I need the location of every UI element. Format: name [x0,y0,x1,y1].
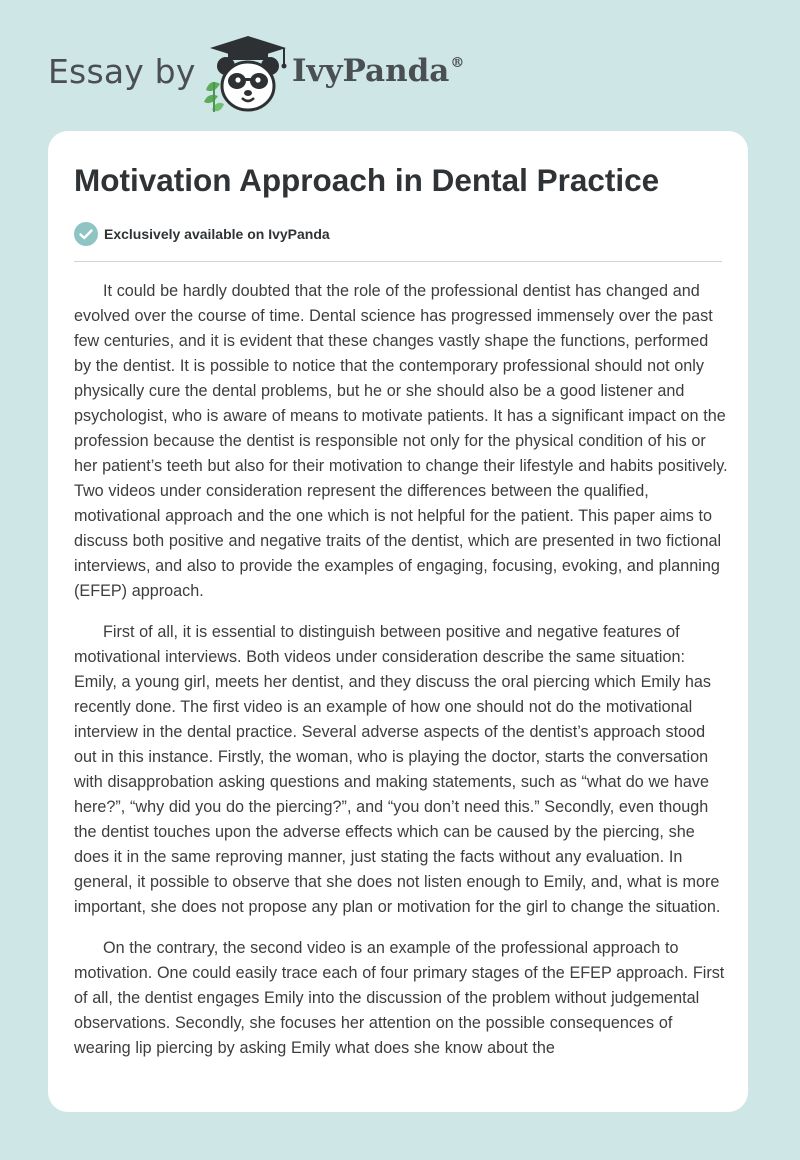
paragraph: On the contrary, the second video is an example of the professional approach to motivation. One could easily trace each of four primary stages of the EFEP approach. First of all, the dentist engages Emily into the discussion of the problem without judgemental observations. Secondly, she focuses her attention on the possible consequences of wearing lip piercing by asking Emily what does she know about the [74,939,725,1057]
paragraph: First of all, it is essential to distinguish between positive and negative features of motivational interviews. Both videos under consideration describe the same situation: Emily, a young girl, meets her dentist, and they discuss the oral piercing which Emily has recently done. The first video is an example of how one should not do the motivational interview in the dental practice. Several adverse aspects of the dentist’s approach stood out in this instance. Firstly, the woman, who is playing the doctor, starts the conversation with disapprobation asking questions and making statements, such as “what do we have here?”, “why did you do the piercing?”, and “you don’t need this.” Secondly, even though the dentist touches upon the adverse effects which can be caused by the piercing, she does it in the same reproving manner, just stating the facts without any evaluation. In general, it possible to observe that she does not listen enough to Emily, and, what is more important, she does not propose any plan or motivation for the girl to change the situation. [74,623,721,916]
check-circle-icon [74,222,98,246]
essay-card [48,131,748,1112]
registered-mark: ® [450,55,465,71]
panda-graduate-icon[interactable] [200,34,296,114]
brand-name[interactable] [292,53,464,89]
essay-by-label: Essay by [48,52,196,91]
page-title: Motivation Approach in Dental Practice [74,162,660,198]
exclusive-badge [74,222,330,246]
essay-body [74,279,728,1077]
divider [74,261,722,262]
brand-name-text: IvyPanda [292,53,450,89]
exclusive-badge-label: Exclusively available on IvyPanda [104,226,330,242]
site-header [48,34,508,114]
paragraph: It could be hardly doubted that the role of the professional dentist has changed and evolved over the course of time. Dental science has progressed immensely over the past few centuries, and it is evident that these changes vastly shape the functions, performed by the dentist. It is possible to notice that the contemporary professional should not only physically cure the dental problems, but he or she should also be a good listener and psychologist, who is aware of means to motivate patients. It has a significant impact on the profession because the dentist is responsible not only for the physical condition of his or her patient’s teeth but also for their motivation to change their lifestyle and habits positively. Two videos under consideration represent the differences between the qualified, motivational approach and the one which is not helpful for the patient. This paper aims to discuss both positive and negative traits of the dentist, which are presented in two fictional interviews, and also to provide the examples of engaging, focusing, evoking, and planning (EFEP) approach. [74,282,728,600]
